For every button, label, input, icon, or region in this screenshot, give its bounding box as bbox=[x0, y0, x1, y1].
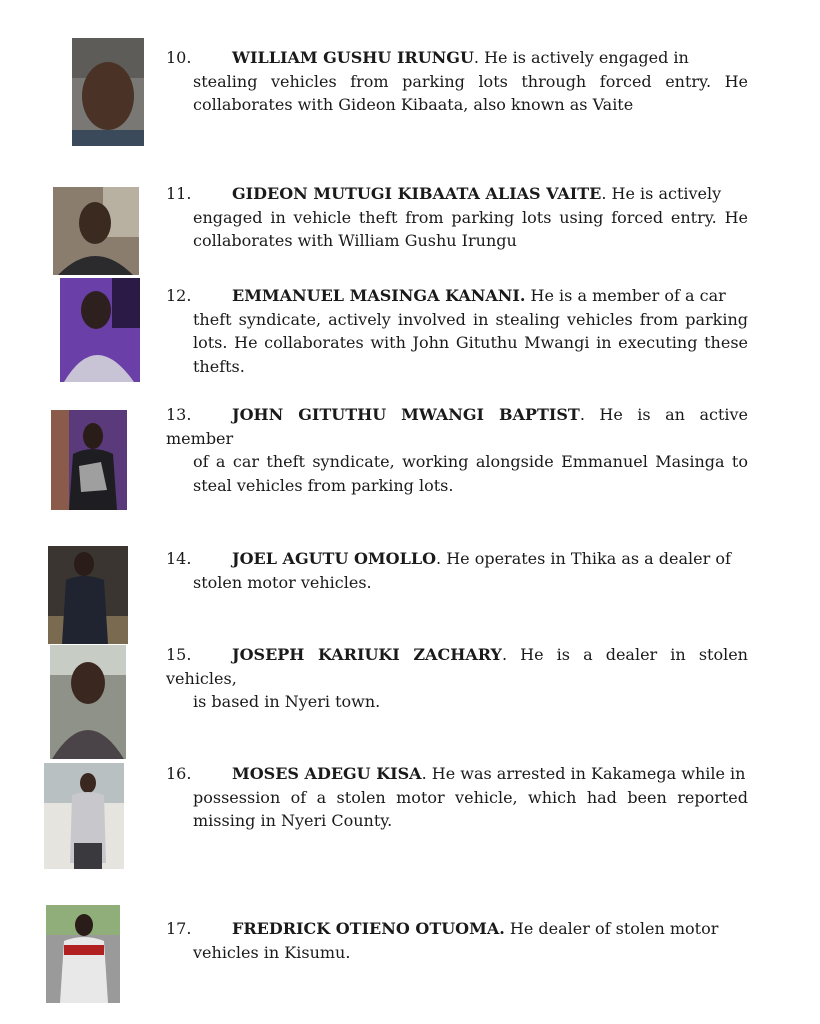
entry-14 bbox=[166, 547, 748, 594]
suspect-photo-17 bbox=[46, 905, 120, 1003]
entry-text-rest: possession of a stolen motor vehicle, which had been reported missing in Nyeri County. bbox=[193, 787, 748, 830]
entry-number: 11. bbox=[166, 184, 192, 203]
suspect-name: JOHN GITUTHU MWANGI BAPTIST bbox=[232, 405, 580, 424]
suspect-name: GIDEON MUTUGI KIBAATA ALIAS VAITE bbox=[232, 184, 602, 203]
suspect-name: FREDRICK OTIENO OTUOMA. bbox=[232, 919, 505, 938]
entry-text-first: . He is an active member bbox=[166, 405, 749, 448]
entry-15 bbox=[166, 643, 748, 714]
entry-12 bbox=[166, 284, 748, 378]
entry-text-first: He dealer of stolen motor bbox=[504, 919, 719, 938]
suspect-name: WILLIAM GUSHU IRUNGU bbox=[232, 48, 474, 67]
suspect-name: EMMANUEL MASINGA KANANI. bbox=[232, 286, 526, 305]
entry-text-rest: is based in Nyeri town. bbox=[193, 692, 381, 711]
entry-text-first: . He operates in Thika as a dealer of bbox=[436, 549, 731, 568]
suspect-photo-16 bbox=[44, 763, 124, 869]
suspect-photo-12 bbox=[60, 278, 140, 382]
entry-text-rest: vehicles in Kisumu. bbox=[193, 942, 351, 962]
entry-number: 15. bbox=[166, 645, 192, 664]
entry-text-rest: engaged in vehicle theft from parking lots using forced entry. He collaborates with William Gushu Irungu bbox=[193, 207, 748, 250]
entry-number: 13. bbox=[166, 405, 192, 424]
suspect-name: JOEL AGUTU OMOLLO bbox=[232, 549, 437, 568]
suspect-photo-10 bbox=[72, 38, 144, 146]
entry-16 bbox=[166, 762, 748, 833]
entry-text-rest: of a car theft syndicate, working alongside Emmanuel Masinga to steal vehicles from parking lots. bbox=[193, 452, 748, 495]
entry-text-first: He is a member of a car bbox=[525, 286, 726, 305]
entry-number: 14. bbox=[166, 549, 192, 568]
suspect-photo-15 bbox=[50, 645, 126, 759]
entry-text-rest: stolen motor vehicles. bbox=[193, 572, 372, 592]
entry-text-rest: theft syndicate, actively involved in stealing vehicles from parking lots. He collaborates with John Gituthu Mwangi in executing these thefts. bbox=[193, 309, 748, 376]
entry-number: 10. bbox=[166, 48, 192, 67]
entry-text-first: . He is actively engaged in bbox=[473, 48, 689, 67]
entry-17 bbox=[166, 917, 748, 964]
entry-text-first: . He was arrested in Kakamega while in bbox=[421, 764, 746, 783]
suspect-photo-11 bbox=[53, 187, 139, 275]
entry-text-first: . He is actively bbox=[601, 184, 722, 203]
suspect-name: JOSEPH KARIUKI ZACHARY bbox=[232, 645, 502, 664]
entry-number: 16. bbox=[166, 764, 192, 783]
entry-text-first: . He is a dealer in stolen vehicles, bbox=[166, 645, 748, 688]
entry-11 bbox=[166, 182, 748, 253]
entry-10 bbox=[166, 46, 748, 117]
suspect-photo-14 bbox=[48, 546, 128, 644]
entry-13 bbox=[166, 403, 748, 497]
entry-number: 12. bbox=[166, 286, 192, 305]
suspect-name: MOSES ADEGU KISA bbox=[232, 764, 422, 783]
entry-text-rest: stealing vehicles from parking lots through forced entry. He collaborates with Gideon Kibaata, also known as Vaite bbox=[193, 71, 748, 114]
entry-number: 17. bbox=[166, 919, 192, 938]
suspect-photo-13 bbox=[51, 410, 127, 510]
